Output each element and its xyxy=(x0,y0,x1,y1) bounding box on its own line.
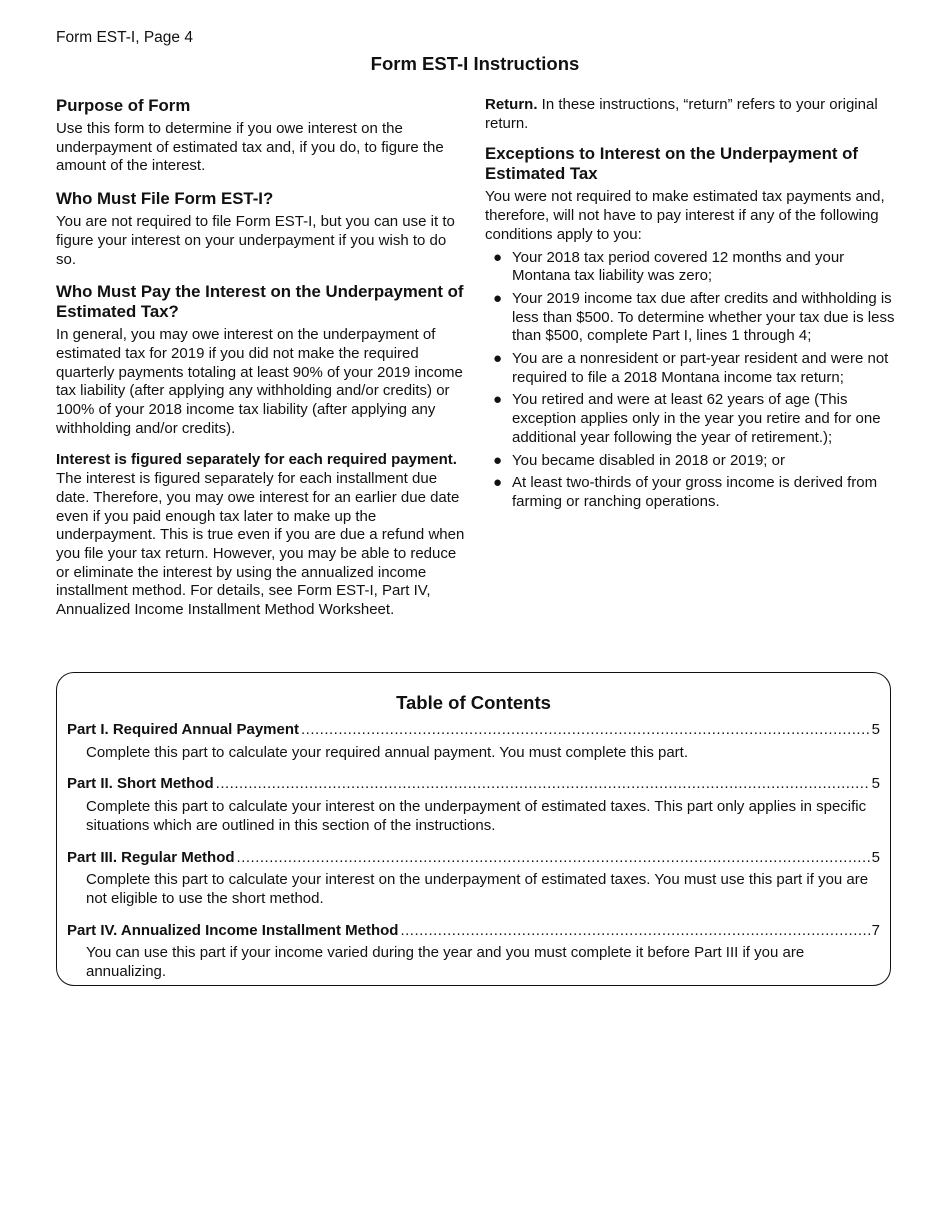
dot-leader xyxy=(216,775,870,794)
list-item xyxy=(485,452,897,471)
toc-page-number: 5 xyxy=(871,848,880,866)
list-item-text: You became disabled in 2018 or 2019; or xyxy=(512,451,785,469)
toc-entry-part-3 xyxy=(67,849,880,909)
list-item-text: At least two-thirds of your gross income is derived from farming or ranching operations. xyxy=(512,474,878,510)
list-item-text: Your 2019 income tax due after credits and withholding is less than $500. To determine whether your tax due is less than $500, complete Part I, lines 1 through 4; xyxy=(512,289,895,345)
exceptions-heading: Exceptions to Interest on the Underpayment of Estimated Tax xyxy=(485,144,858,184)
exceptions-list xyxy=(485,249,897,512)
purpose-text: Use this form to determine if you owe interest on the underpayment of estimated tax and, if you do, to figure the amount of the interest. xyxy=(56,120,444,175)
toc-entry-part-4 xyxy=(67,922,880,982)
list-item-text: You retired and were at least 62 years of age (This exception applies only in the year you retire and for one additional year following the year of retirement.); xyxy=(512,391,881,446)
list-item-text: You are a nonresident or part-year resident and were not required to file a 2018 Montana income tax return; xyxy=(512,350,889,386)
return-paragraph xyxy=(485,96,897,133)
toc-entry-label: Part III. Regular Method xyxy=(67,848,235,866)
toc-page-number: 5 xyxy=(871,775,880,793)
dot-leader xyxy=(301,721,870,740)
purpose-heading: Purpose of Form xyxy=(56,96,191,115)
interest-paragraph xyxy=(56,451,468,619)
who-pay-text: In general, you may owe interest on the underpayment of estimated tax for 2019 if you did not make the required quarterly payments totaling at least 90% of your 2019 income tax liability (after applying any withholding and/or credits) or 100% of your 2018 income tax liability (after applying any withholding and/or credits). xyxy=(56,326,463,437)
dot-leader xyxy=(400,922,869,941)
toc-page-number: 5 xyxy=(871,721,880,738)
document-title: Form EST-I Instructions xyxy=(370,53,580,74)
bullet-icon: ● xyxy=(493,289,503,307)
list-item xyxy=(485,290,897,346)
toc-page-number: 7 xyxy=(871,921,880,939)
toc-entry-part-2 xyxy=(67,775,880,835)
bullet-icon: ● xyxy=(493,391,503,409)
toc-entry-part-1 xyxy=(67,721,880,762)
return-text: In these instructions, “return” refers to your original return. xyxy=(485,96,878,132)
page-header: Form EST-I, Page 4 xyxy=(56,29,193,46)
right-column xyxy=(485,96,897,516)
toc-entry-description: You can use this part if your income varied during the year and you must complete it before Part III if you are annualizing. xyxy=(86,944,805,981)
bullet-icon: ● xyxy=(493,451,503,469)
toc-entry-label: Part IV. Annualized Income Installment Method xyxy=(67,921,399,939)
who-pay-heading: Who Must Pay the Interest on the Underpayment of Estimated Tax? xyxy=(56,282,464,322)
list-item-text: Your 2018 tax period covered 12 months and your Montana tax liability was zero; xyxy=(512,248,845,285)
toc-entry-description: Complete this part to calculate your required annual payment. You must complete this part. xyxy=(86,743,688,761)
dot-leader xyxy=(237,849,870,868)
interest-lead: Interest is figured separately for each required payment. xyxy=(56,451,457,469)
bullet-icon: ● xyxy=(493,350,503,368)
table-of-contents xyxy=(56,672,891,986)
toc-entry-label: Part I. Required Annual Payment xyxy=(67,721,299,738)
list-item xyxy=(485,474,897,511)
who-file-heading: Who Must File Form EST-I? xyxy=(56,189,274,209)
list-item xyxy=(485,249,897,286)
left-column xyxy=(56,96,468,620)
list-item xyxy=(485,391,897,447)
exceptions-intro: You were not required to make estimated tax payments and, therefore, will not have to pay interest if any of the following conditions apply to you: xyxy=(485,188,885,243)
bullet-icon: ● xyxy=(493,474,503,492)
interest-text: The interest is figured separately for each installment due date. Therefore, you may owe interest for an earlier due date even if you paid enough tax later to make up the underpayment. This is true even if you are due a refund when you file your tax return. However, you may be able to reduce or eliminate the interest by using the annualized income installment method. For details, see Form EST-I, Part IV, Annualized Income Installment Method Worksheet. xyxy=(56,470,465,619)
return-lead: Return. xyxy=(485,96,538,113)
toc-entry-label: Part II. Short Method xyxy=(67,775,214,793)
list-item xyxy=(485,350,897,387)
toc-entry-description: Complete this part to calculate your interest on the underpayment of estimated taxes. This part only applies in specific situations which are outlined in this section of the instructions. xyxy=(86,798,867,834)
bullet-icon: ● xyxy=(493,248,503,266)
toc-title: Table of Contents xyxy=(396,692,551,713)
who-file-text: You are not required to file Form EST-I, but you can use it to figure your interest on your underpayment if you wish to do so. xyxy=(56,213,455,268)
toc-entry-description: Complete this part to calculate your interest on the underpayment of estimated taxes. You must use this part if you are not eligible to use the short method. xyxy=(86,871,869,907)
